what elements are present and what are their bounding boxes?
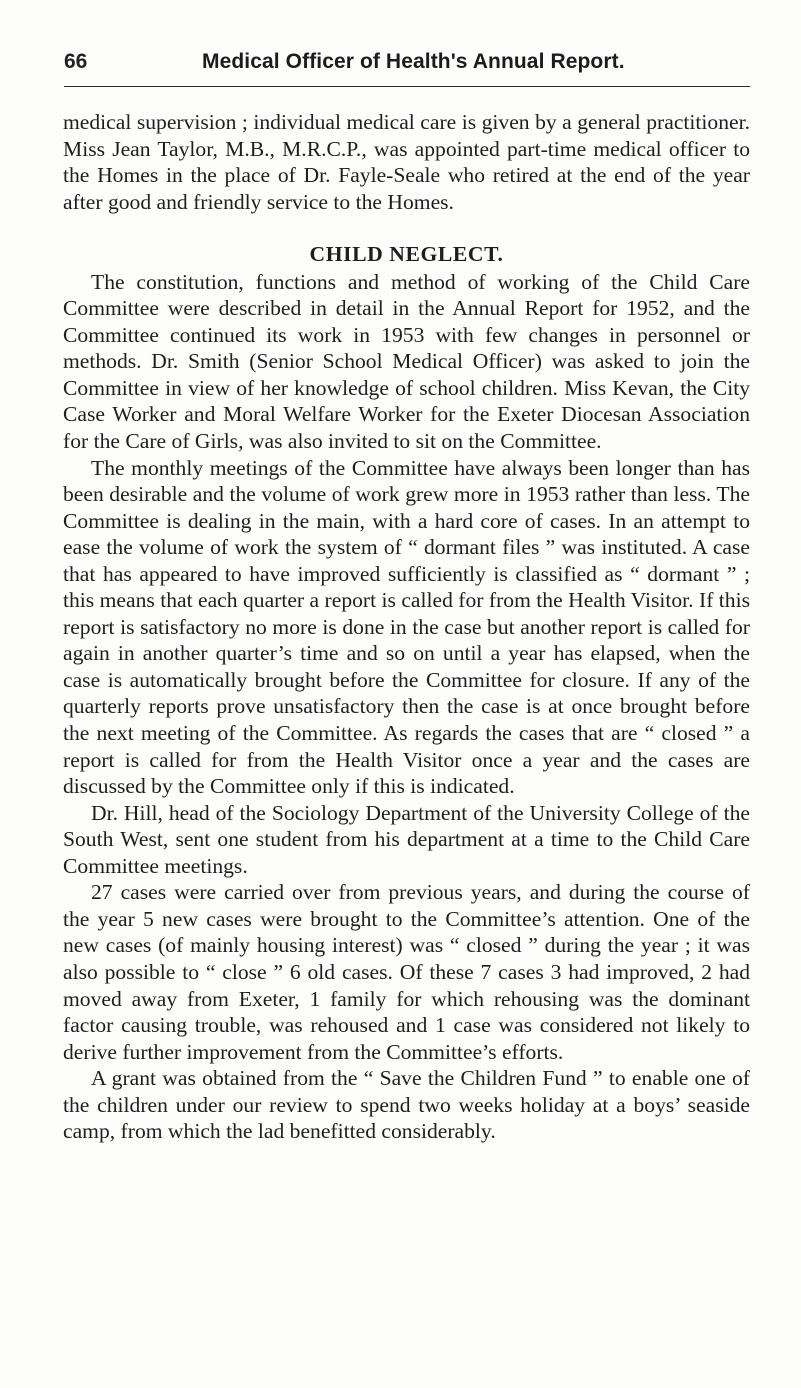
section-heading-child-neglect: CHILD NEGLECT. xyxy=(309,242,504,267)
running-title: Medical Officer of Health's Annual Report. xyxy=(202,50,625,73)
page-number: 66 xyxy=(64,50,88,73)
paragraph-medical-supervision: medical supervision ; individual medical care is given by a general practitioner. Miss Jean Taylor, M.B., M.R.C.P., was appointed part-time medical officer to the Homes in the place of Dr. Fayle-Seale who retired at the end of the year after good and friendly service to the Homes. xyxy=(63,110,750,214)
paragraph-case-statistics: 27 cases were carried over from previous years, and during the course of the year 5 new cases were brought to the Committee’s attention. One of the new cases (of mainly housing interest) was “ closed ” during the year ; it was also possible to “ close ” 6 old cases. Of these 7 cases 3 had improved, 2 had moved away from Exeter, 1 family for which rehousing was the dominant factor causing trouble, was rehoused and 1 case was considered not likely to derive further improvement from the Committee’s efforts. xyxy=(63,880,750,1064)
header-rule xyxy=(64,86,750,87)
page-header xyxy=(64,50,750,82)
paragraph-save-the-children-grant: A grant was obtained from the “ Save the Children Fund ” to enable one of the children under our review to spend two weeks holiday at a boys’ seaside camp, from which the lad benefitted considerably. xyxy=(63,1066,750,1144)
paragraph-sociology-department: Dr. Hill, head of the Sociology Department of the University College of the South West, sent one student from his department at a time to the Child Care Committee meetings. xyxy=(63,800,750,878)
body-text xyxy=(63,109,750,1145)
paragraph-monthly-meetings: The monthly meetings of the Committee have always been longer than has been desirable and the volume of work grew more in 1953 rather than less. The Committee is dealing in the main, with a hard core of cases. In an attempt to ease the volume of work the system of “ dormant files ” was instituted. A case that has appeared to have improved sufficiently is classified as “ dormant ” ; this means that each quarter a report is called for from the Health Visitor. If this report is satisfactory no more is done in the case but another report is called for again in another quarter’s time and so on until a year has elapsed, when the case is automatically brought before the Committee for closure. If any of the quarterly reports prove unsatisfactory then the case is at once brought before the next meeting of the Committee. As regards the cases that are “ closed ” a report is called for from the Health Visitor once a year and the cases are discussed by the Committee only if this is indicated. xyxy=(63,455,750,799)
paragraph-committee-constitution: The constitution, functions and method of working of the Child Care Committee were described in detail in the Annual Report for 1952, and the Committee continued its work in 1953 with few changes in personnel or methods. Dr. Smith (Senior School Medical Officer) was asked to join the Committee in view of her knowledge of school children. Miss Kevan, the City Case Worker and Moral Welfare Worker for the Exeter Diocesan Association for the Care of Girls, was also invited to sit on the Committee. xyxy=(63,269,750,454)
